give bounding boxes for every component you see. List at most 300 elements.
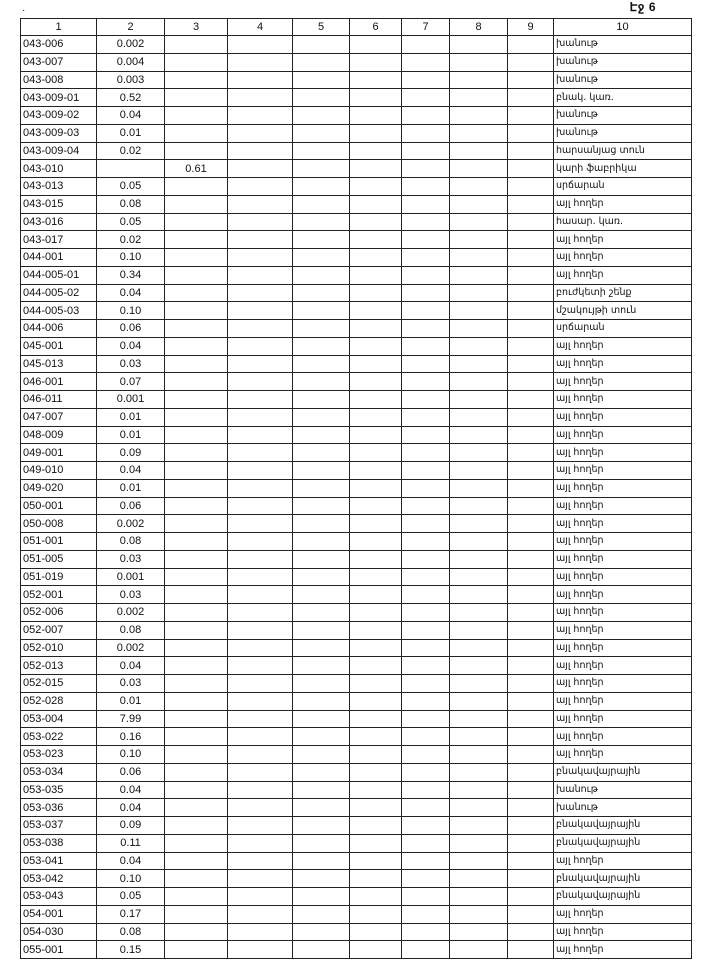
cell-col9 [508, 781, 554, 799]
cell-col5 [293, 923, 350, 941]
cell-col4 [228, 320, 293, 338]
cell-col3 [165, 515, 228, 533]
cell-col9 [508, 763, 554, 781]
cell-purpose: այլ հողեր [554, 337, 692, 355]
cell-col3 [165, 639, 228, 657]
cell-area: 0.07 [97, 373, 165, 391]
cell-purpose: այլ հողեր [554, 604, 692, 622]
cell-col7 [402, 888, 450, 906]
cell-col3 [165, 550, 228, 568]
cell-code: 047-007 [21, 408, 97, 426]
cell-col4 [228, 799, 293, 817]
cell-col4 [228, 710, 293, 728]
cell-col3 [165, 657, 228, 675]
cell-col3 [165, 923, 228, 941]
cell-col8 [450, 852, 508, 870]
cell-col6 [350, 142, 402, 160]
cell-col9 [508, 284, 554, 302]
cell-col4 [228, 89, 293, 107]
cell-col7 [402, 142, 450, 160]
cell-col7 [402, 515, 450, 533]
cell-col5 [293, 817, 350, 835]
cell-col6 [350, 355, 402, 373]
cell-col9 [508, 373, 554, 391]
table-row [21, 124, 692, 142]
cell-code: 052-007 [21, 621, 97, 639]
cell-code: 043-008 [21, 71, 97, 89]
cell-col6 [350, 870, 402, 888]
cell-purpose: այլ հողեր [554, 746, 692, 764]
cell-col9 [508, 124, 554, 142]
cell-col3 [165, 834, 228, 852]
cell-col4 [228, 178, 293, 196]
cell-col3 [165, 710, 228, 728]
cell-col6 [350, 320, 402, 338]
cell-col8 [450, 284, 508, 302]
cell-area: 0.08 [97, 195, 165, 213]
cell-area: 0.10 [97, 249, 165, 267]
cell-col3 [165, 302, 228, 320]
cell-area: 0.002 [97, 639, 165, 657]
cell-col9 [508, 621, 554, 639]
land-register-table [20, 18, 692, 959]
cell-col4 [228, 852, 293, 870]
cell-col3 [165, 107, 228, 125]
cell-col4 [228, 53, 293, 71]
cell-area: 0.08 [97, 923, 165, 941]
cell-area: 0.10 [97, 302, 165, 320]
cell-code: 044-006 [21, 320, 97, 338]
cell-col4 [228, 266, 293, 284]
cell-purpose: այլ հողեր [554, 355, 692, 373]
cell-col4 [228, 888, 293, 906]
cell-col5 [293, 284, 350, 302]
cell-col6 [350, 905, 402, 923]
cell-col9 [508, 337, 554, 355]
cell-code: 045-001 [21, 337, 97, 355]
table-body [21, 36, 692, 959]
cell-col3 [165, 444, 228, 462]
table-row [21, 763, 692, 781]
cell-col6 [350, 763, 402, 781]
cell-col4 [228, 905, 293, 923]
cell-col7 [402, 408, 450, 426]
cell-col3 [165, 71, 228, 89]
cell-area: 0.10 [97, 746, 165, 764]
cell-area: 0.03 [97, 586, 165, 604]
table-row [21, 923, 692, 941]
cell-col5 [293, 621, 350, 639]
cell-col8 [450, 533, 508, 551]
cell-col8 [450, 941, 508, 959]
cell-col4 [228, 657, 293, 675]
cell-col4 [228, 195, 293, 213]
table-row [21, 249, 692, 267]
cell-col3 [165, 89, 228, 107]
cell-col8 [450, 763, 508, 781]
cell-area: 0.004 [97, 53, 165, 71]
cell-col3 [165, 391, 228, 409]
cell-area: 7.99 [97, 710, 165, 728]
cell-col6 [350, 89, 402, 107]
cell-col8 [450, 639, 508, 657]
cell-area: 0.04 [97, 462, 165, 480]
cell-col8 [450, 657, 508, 675]
cell-col9 [508, 941, 554, 959]
cell-code: 052-015 [21, 675, 97, 693]
cell-col9 [508, 675, 554, 693]
cell-col9 [508, 604, 554, 622]
cell-col4 [228, 586, 293, 604]
cell-area: 0.03 [97, 675, 165, 693]
cell-col7 [402, 89, 450, 107]
cell-col7 [402, 124, 450, 142]
table-row [21, 746, 692, 764]
cell-col9 [508, 515, 554, 533]
cell-col7 [402, 462, 450, 480]
cell-col5 [293, 462, 350, 480]
cell-purpose: այլ հողեր [554, 408, 692, 426]
cell-col8 [450, 71, 508, 89]
cell-purpose: այլ հողեր [554, 586, 692, 604]
cell-col6 [350, 781, 402, 799]
table-row [21, 284, 692, 302]
cell-col8 [450, 142, 508, 160]
table-row [21, 142, 692, 160]
cell-col8 [450, 391, 508, 409]
cell-col5 [293, 71, 350, 89]
cell-col9 [508, 462, 554, 480]
cell-col5 [293, 852, 350, 870]
cell-area: 0.06 [97, 320, 165, 338]
cell-col4 [228, 781, 293, 799]
cell-col7 [402, 586, 450, 604]
cell-code: 053-037 [21, 817, 97, 835]
cell-col8 [450, 515, 508, 533]
cell-code: 045-013 [21, 355, 97, 373]
cell-col3 [165, 142, 228, 160]
cell-col3 [165, 36, 228, 54]
cell-area: 0.04 [97, 799, 165, 817]
cell-col8 [450, 923, 508, 941]
table-row [21, 728, 692, 746]
column-header-10: 10 [554, 19, 692, 36]
cell-col4 [228, 550, 293, 568]
cell-col5 [293, 799, 350, 817]
cell-code: 043-009-03 [21, 124, 97, 142]
cell-col8 [450, 497, 508, 515]
cell-col5 [293, 781, 350, 799]
cell-col7 [402, 444, 450, 462]
cell-col9 [508, 89, 554, 107]
cell-col4 [228, 870, 293, 888]
cell-col7 [402, 71, 450, 89]
cell-col8 [450, 799, 508, 817]
cell-code: 055-001 [21, 941, 97, 959]
cell-col3 [165, 213, 228, 231]
cell-area: 0.52 [97, 89, 165, 107]
cell-col7 [402, 479, 450, 497]
cell-col5 [293, 905, 350, 923]
cell-col5 [293, 692, 350, 710]
cell-col9 [508, 728, 554, 746]
cell-area: 0.03 [97, 355, 165, 373]
page-number-label: Էջ 6 [629, 0, 656, 14]
cell-col9 [508, 178, 554, 196]
cell-col5 [293, 657, 350, 675]
cell-col8 [450, 249, 508, 267]
cell-area: 0.003 [97, 71, 165, 89]
table-row [21, 408, 692, 426]
cell-purpose: այլ հողեր [554, 266, 692, 284]
table-row [21, 53, 692, 71]
cell-col5 [293, 834, 350, 852]
table-row [21, 870, 692, 888]
cell-purpose: այլ հողեր [554, 479, 692, 497]
cell-code: 044-005-01 [21, 266, 97, 284]
cell-code: 053-035 [21, 781, 97, 799]
table-row [21, 302, 692, 320]
cell-col9 [508, 746, 554, 764]
cell-code: 043-009-02 [21, 107, 97, 125]
cell-code: 048-009 [21, 426, 97, 444]
cell-purpose: այլ հողեր [554, 923, 692, 941]
cell-code: 052-028 [21, 692, 97, 710]
cell-area: 0.06 [97, 763, 165, 781]
cell-code: 052-010 [21, 639, 97, 657]
table-row [21, 568, 692, 586]
cell-area: 0.04 [97, 852, 165, 870]
cell-purpose: այլ հողեր [554, 710, 692, 728]
cell-col6 [350, 195, 402, 213]
cell-col5 [293, 53, 350, 71]
cell-col9 [508, 888, 554, 906]
cell-area: 0.01 [97, 426, 165, 444]
cell-col4 [228, 639, 293, 657]
cell-col7 [402, 36, 450, 54]
cell-purpose: կարի ֆաբրիկա [554, 160, 692, 178]
cell-col3 [165, 817, 228, 835]
cell-col6 [350, 462, 402, 480]
cell-code: 053-023 [21, 746, 97, 764]
cell-purpose: այլ հողեր [554, 675, 692, 693]
cell-col8 [450, 621, 508, 639]
cell-col7 [402, 728, 450, 746]
cell-col7 [402, 905, 450, 923]
cell-col3 [165, 888, 228, 906]
cell-col3 [165, 249, 228, 267]
column-header-7: 7 [402, 19, 450, 36]
cell-col7 [402, 302, 450, 320]
cell-area: 0.01 [97, 692, 165, 710]
cell-area: 0.04 [97, 657, 165, 675]
table-row [21, 479, 692, 497]
table-row [21, 373, 692, 391]
table-row [21, 852, 692, 870]
cell-col4 [228, 568, 293, 586]
table-row [21, 355, 692, 373]
cell-col5 [293, 639, 350, 657]
cell-code: 053-022 [21, 728, 97, 746]
cell-col4 [228, 728, 293, 746]
cell-purpose: խանութ [554, 781, 692, 799]
cell-col8 [450, 178, 508, 196]
cell-col3 [165, 53, 228, 71]
cell-purpose: այլ հողեր [554, 692, 692, 710]
cell-area: 0.001 [97, 568, 165, 586]
cell-col3 [165, 941, 228, 959]
cell-col4 [228, 462, 293, 480]
cell-col7 [402, 746, 450, 764]
cell-col7 [402, 266, 450, 284]
table-row [21, 497, 692, 515]
cell-col6 [350, 657, 402, 675]
cell-area: 0.03 [97, 550, 165, 568]
cell-col3 [165, 231, 228, 249]
cell-col9 [508, 550, 554, 568]
cell-col7 [402, 355, 450, 373]
cell-col7 [402, 657, 450, 675]
cell-col4 [228, 479, 293, 497]
cell-code: 052-001 [21, 586, 97, 604]
cell-col3 [165, 355, 228, 373]
table-row [21, 621, 692, 639]
column-header-2: 2 [97, 19, 165, 36]
cell-col6 [350, 888, 402, 906]
cell-col4 [228, 213, 293, 231]
cell-col6 [350, 408, 402, 426]
cell-col5 [293, 586, 350, 604]
cell-col6 [350, 675, 402, 693]
table-row [21, 160, 692, 178]
cell-col3 [165, 568, 228, 586]
cell-col5 [293, 746, 350, 764]
cell-col6 [350, 746, 402, 764]
cell-col5 [293, 408, 350, 426]
cell-col4 [228, 284, 293, 302]
table-row [21, 426, 692, 444]
cell-col9 [508, 444, 554, 462]
cell-col4 [228, 692, 293, 710]
table-row [21, 213, 692, 231]
cell-col5 [293, 266, 350, 284]
cell-area: 0.02 [97, 142, 165, 160]
cell-col6 [350, 817, 402, 835]
cell-col3 [165, 479, 228, 497]
cell-col8 [450, 728, 508, 746]
cell-col8 [450, 213, 508, 231]
cell-col7 [402, 284, 450, 302]
cell-col9 [508, 426, 554, 444]
cell-col5 [293, 515, 350, 533]
cell-purpose: խանութ [554, 107, 692, 125]
table-row [21, 905, 692, 923]
cell-purpose: խանութ [554, 799, 692, 817]
cell-col4 [228, 817, 293, 835]
cell-purpose: այլ հողեր [554, 941, 692, 959]
cell-col8 [450, 373, 508, 391]
cell-code: 053-041 [21, 852, 97, 870]
table-row [21, 586, 692, 604]
cell-col9 [508, 142, 554, 160]
cell-col8 [450, 710, 508, 728]
cell-col3 [165, 320, 228, 338]
cell-col8 [450, 870, 508, 888]
cell-col7 [402, 337, 450, 355]
cell-col7 [402, 533, 450, 551]
cell-col8 [450, 426, 508, 444]
cell-col4 [228, 604, 293, 622]
cell-code: 043-009-01 [21, 89, 97, 107]
cell-col7 [402, 639, 450, 657]
column-header-8: 8 [450, 19, 508, 36]
cell-code: 043-006 [21, 36, 97, 54]
cell-col6 [350, 568, 402, 586]
cell-col6 [350, 692, 402, 710]
cell-col5 [293, 195, 350, 213]
cell-col5 [293, 444, 350, 462]
cell-col6 [350, 834, 402, 852]
cell-col7 [402, 604, 450, 622]
cell-purpose: այլ հողեր [554, 231, 692, 249]
cell-col7 [402, 763, 450, 781]
table-row [21, 781, 692, 799]
cell-col6 [350, 710, 402, 728]
cell-col9 [508, 817, 554, 835]
cell-area: 0.06 [97, 497, 165, 515]
cell-code: 053-043 [21, 888, 97, 906]
cell-code: 043-017 [21, 231, 97, 249]
cell-area: 0.04 [97, 284, 165, 302]
cell-purpose: այլ հողեր [554, 426, 692, 444]
cell-col7 [402, 391, 450, 409]
cell-col3 [165, 284, 228, 302]
cell-col6 [350, 124, 402, 142]
cell-col6 [350, 923, 402, 941]
cell-col3 [165, 533, 228, 551]
cell-col4 [228, 746, 293, 764]
cell-code: 051-005 [21, 550, 97, 568]
cell-col6 [350, 107, 402, 125]
table-row [21, 604, 692, 622]
cell-col5 [293, 373, 350, 391]
cell-purpose: հասար. կառ. [554, 213, 692, 231]
cell-code: 043-015 [21, 195, 97, 213]
cell-purpose: այլ հողեր [554, 249, 692, 267]
table-row [21, 639, 692, 657]
cell-code: 043-007 [21, 53, 97, 71]
cell-col6 [350, 36, 402, 54]
cell-purpose: սրճարան [554, 178, 692, 196]
cell-col3 [165, 621, 228, 639]
cell-col8 [450, 107, 508, 125]
cell-purpose: այլ հողեր [554, 533, 692, 551]
cell-col8 [450, 36, 508, 54]
cell-col4 [228, 923, 293, 941]
cell-col8 [450, 817, 508, 835]
cell-col3 [165, 426, 228, 444]
cell-col4 [228, 337, 293, 355]
cell-col6 [350, 799, 402, 817]
cell-purpose: բնակավայրային [554, 763, 692, 781]
cell-col8 [450, 746, 508, 764]
table-row [21, 36, 692, 54]
table-row [21, 550, 692, 568]
cell-purpose: խանութ [554, 36, 692, 54]
cell-col9 [508, 266, 554, 284]
cell-col4 [228, 249, 293, 267]
cell-col7 [402, 497, 450, 515]
